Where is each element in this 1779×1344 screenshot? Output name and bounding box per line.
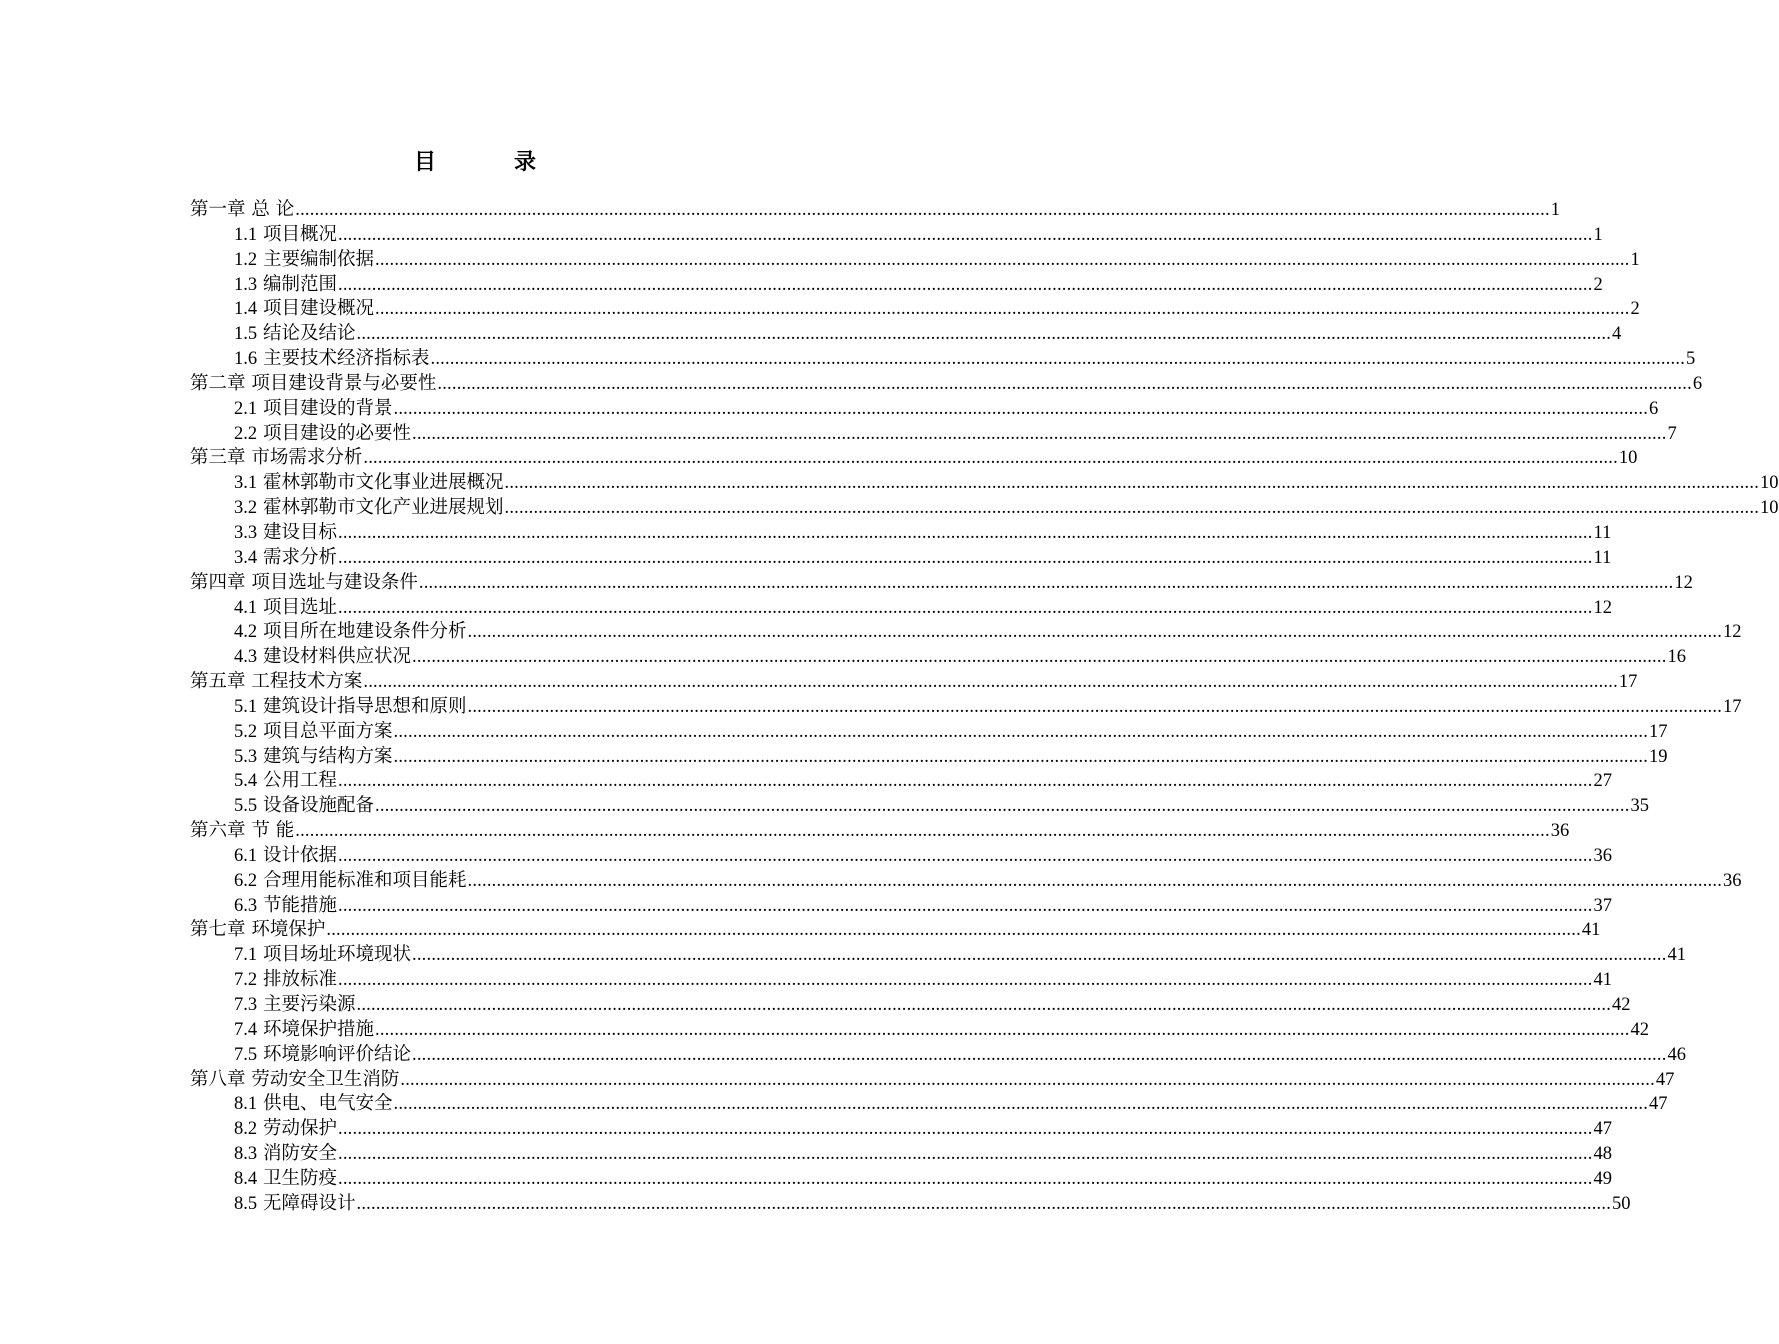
toc-section-entry[interactable]: [190, 347, 1696, 372]
toc-entry-label: [234, 273, 337, 298]
toc-chapter-entry[interactable]: [190, 372, 1703, 397]
toc-dot-leader: ....................................................................................................................................................................................................................................................................: [375, 249, 1630, 270]
toc-page-number: 6: [1649, 398, 1659, 419]
toc-entry-label: [234, 894, 337, 919]
toc-entry-label: [234, 1092, 393, 1117]
toc-entry-label: [234, 844, 337, 869]
toc-section-entry[interactable]: [190, 844, 1613, 869]
toc-section-entry[interactable]: [190, 794, 1650, 819]
toc-entry-number: 6.2: [234, 870, 258, 891]
toc-entry-text: 项目建设概况: [263, 298, 375, 320]
toc-entry-number: 4.2: [234, 622, 258, 643]
toc-entry-number: 1.2: [234, 249, 258, 270]
toc-page-number: 50: [1612, 1193, 1631, 1214]
toc-entry-label: [234, 297, 374, 322]
toc-page-number: 2: [1593, 274, 1603, 295]
toc-chapter-entry[interactable]: [190, 446, 1638, 471]
toc-entry-text: 主要技术经济指标表: [263, 348, 430, 370]
toc-entry-label: [234, 397, 393, 422]
toc-dot-leader: ....................................................................................................................................................................................................................................................................: [338, 1119, 1593, 1140]
toc-page-number: 41: [1581, 920, 1601, 941]
toc-entry-number: 6.3: [234, 895, 258, 916]
toc-entry-number: 8.1: [234, 1094, 258, 1115]
toc-section-entry[interactable]: [190, 596, 1613, 621]
toc-page-number: 12: [1593, 597, 1613, 618]
toc-entry-label: [234, 1043, 411, 1068]
toc-page-number: 7: [1667, 423, 1677, 444]
toc-entry-number: 2.2: [234, 423, 258, 444]
toc-dot-leader: ....................................................................................................................................................................................................................................................................: [467, 696, 1723, 717]
toc-page-number: 12: [1674, 572, 1693, 593]
toc-entry-label: [234, 1167, 337, 1192]
toc-section-entry[interactable]: [190, 471, 1779, 496]
toc-entry-number: 1.6: [234, 349, 258, 370]
toc-entry-label: [234, 521, 337, 546]
toc-entry-text: 项目总平面方案: [263, 720, 393, 742]
toc-entry-label: [234, 695, 467, 720]
toc-page-number: 47: [1593, 1119, 1613, 1140]
toc-dot-leader: ....................................................................................................................................................................................................................................................................: [467, 870, 1723, 891]
toc-dot-leader: ....................................................................................................................................................................................................................................................................: [295, 200, 1550, 220]
toc-chapter-entry[interactable]: [190, 819, 1570, 844]
toc-entry-text: 环境影响评价结论: [263, 1043, 412, 1065]
toc-page-number: 5: [1686, 349, 1696, 370]
toc-entry-number: 5.3: [234, 746, 258, 767]
toc-entry-label: [190, 670, 362, 695]
toc-entry-text: 建筑与结构方案: [263, 745, 393, 767]
toc-section-entry[interactable]: [190, 223, 1603, 248]
toc-entry-label: [234, 596, 337, 621]
toc-entry-label: [234, 745, 393, 770]
toc-page-number: 10: [1618, 448, 1638, 469]
toc-entry-number: 5.4: [234, 771, 258, 792]
toc-entry-text: 排放标准: [263, 969, 338, 991]
toc-section-entry[interactable]: [190, 745, 1668, 770]
toc-dot-leader: ....................................................................................................................................................................................................................................................................: [338, 1168, 1593, 1189]
toc-entry-label: [234, 794, 374, 819]
toc-section-entry[interactable]: [190, 1092, 1668, 1117]
toc-entry-label: [234, 645, 411, 670]
toc-entry-text: 主要污染源: [263, 994, 356, 1015]
toc-entry-text: 建设目标: [263, 521, 338, 543]
toc-entry-number: 4.3: [234, 647, 258, 668]
toc-dot-leader: ....................................................................................................................................................................................................................................................................: [412, 423, 1667, 444]
toc-section-entry[interactable]: [190, 1192, 1631, 1217]
toc-dot-leader: ....................................................................................................................................................................................................................................................................: [363, 672, 1618, 693]
toc-entry-label: [234, 869, 467, 894]
toc-section-entry[interactable]: [190, 422, 1677, 447]
toc-dot-leader: ....................................................................................................................................................................................................................................................................: [375, 299, 1630, 320]
toc-section-entry[interactable]: [190, 1043, 1687, 1068]
toc-section-entry[interactable]: [190, 322, 1622, 347]
toc-entry-text: 无障碍设计: [263, 1192, 356, 1214]
toc-page-number: 47: [1655, 1069, 1675, 1090]
toc-entry-number: 8.5: [234, 1193, 258, 1214]
toc-entry-text: 项目建设的背景: [263, 397, 393, 419]
toc-entry-text: 消防安全: [263, 1143, 338, 1165]
toc-entry-label: [234, 968, 337, 993]
toc-page-number: 49: [1593, 1168, 1613, 1189]
toc-entry-text: 编制范围: [263, 273, 338, 295]
toc-section-entry[interactable]: [190, 620, 1742, 645]
toc-entry-text: 项目概况: [263, 223, 338, 245]
toc-dot-leader: ....................................................................................................................................................................................................................................................................: [400, 1069, 1655, 1090]
toc-entry-text: 卫生防疫: [263, 1167, 338, 1189]
toc-entry-text: 节能措施: [263, 894, 338, 916]
toc-entry-number: 1.4: [234, 299, 258, 320]
toc-entry-text: 第八章 劳动安全卫生消防: [190, 1068, 400, 1090]
toc-page-number: 41: [1667, 945, 1687, 966]
toc-entry-label: [234, 471, 504, 496]
toc-entry-text: 项目场址环境现状: [263, 944, 412, 966]
toc-section-entry[interactable]: [190, 1018, 1650, 1043]
toc-entry-number: 2.1: [234, 398, 258, 419]
toc-entry-label: [234, 1192, 356, 1217]
toc-page-number: 36: [1723, 870, 1742, 891]
toc-entry-label: [190, 198, 294, 223]
toc-section-entry[interactable]: [190, 769, 1613, 794]
toc-entry-number: 6.1: [234, 845, 258, 866]
toc-dot-leader: ....................................................................................................................................................................................................................................................................: [338, 845, 1593, 866]
toc-dot-leader: ....................................................................................................................................................................................................................................................................: [437, 373, 1692, 394]
toc-page-number: 10: [1760, 473, 1779, 494]
toc-page-number: 16: [1667, 647, 1687, 668]
toc-entry-text: 主要编制依据: [263, 248, 375, 270]
toc-dot-leader: ....................................................................................................................................................................................................................................................................: [338, 224, 1593, 245]
toc-entry-number: 8.4: [234, 1168, 258, 1189]
toc-dot-leader: ....................................................................................................................................................................................................................................................................: [338, 771, 1593, 792]
toc-dot-leader: ....................................................................................................................................................................................................................................................................: [430, 349, 1686, 370]
toc-section-entry[interactable]: [190, 645, 1687, 670]
toc-dot-leader: ....................................................................................................................................................................................................................................................................: [393, 746, 1649, 767]
toc-page-number: 1: [1593, 224, 1603, 245]
toc-entry-number: 4.1: [234, 597, 258, 618]
toc-entry-number: 7.5: [234, 1044, 258, 1065]
toc-page-number: 27: [1593, 771, 1613, 792]
toc-dot-leader: ....................................................................................................................................................................................................................................................................: [338, 547, 1593, 568]
toc-entry-number: 1.5: [234, 324, 258, 345]
toc-dot-leader: ....................................................................................................................................................................................................................................................................: [356, 324, 1612, 345]
toc-section-entry[interactable]: [190, 521, 1612, 546]
toc-entry-label: [190, 571, 418, 596]
toc-entry-number: 5.2: [234, 721, 258, 742]
toc-section-entry[interactable]: [190, 894, 1613, 919]
toc-page-number: 19: [1649, 746, 1668, 767]
toc-entry-number: 3.2: [234, 498, 258, 519]
toc-page-number: 17: [1723, 696, 1742, 717]
toc-dot-leader: ....................................................................................................................................................................................................................................................................: [356, 1193, 1612, 1214]
toc-section-entry[interactable]: [190, 397, 1659, 422]
toc-entry-label: [234, 993, 356, 1018]
toc-entry-label: [234, 943, 411, 968]
toc-section-entry[interactable]: [190, 943, 1687, 968]
toc-section-entry[interactable]: [190, 496, 1779, 521]
toc-page-number: 17: [1649, 721, 1668, 742]
toc-entry-text: 结论及结论: [263, 323, 356, 345]
toc-page-number: 42: [1612, 995, 1631, 1015]
toc-section-entry[interactable]: [190, 248, 1640, 273]
toc-entry-number: 8.2: [234, 1119, 258, 1140]
toc-dot-leader: ....................................................................................................................................................................................................................................................................: [418, 572, 1674, 593]
toc-page-number: 11: [1593, 522, 1612, 543]
toc-entry-label: [234, 496, 504, 521]
toc-entry-label: [234, 769, 337, 794]
toc-entry-text: 项目所在地建设条件分析: [263, 621, 467, 643]
toc-entry-text: 供电、电气安全: [263, 1093, 393, 1115]
toc-section-entry[interactable]: [190, 720, 1668, 745]
toc-dot-leader: ....................................................................................................................................................................................................................................................................: [412, 647, 1667, 668]
toc-page-number: 48: [1593, 1144, 1613, 1165]
toc-page-number: 1: [1630, 249, 1640, 270]
toc-dot-leader: ....................................................................................................................................................................................................................................................................: [375, 796, 1630, 817]
toc-entry-number: 7.4: [234, 1019, 258, 1040]
toc-section-entry[interactable]: [190, 1167, 1613, 1192]
toc-entry-text: 设备设施配备: [263, 795, 375, 817]
toc-dot-leader: ....................................................................................................................................................................................................................................................................: [356, 995, 1612, 1015]
toc-title: 目 录: [413, 150, 564, 175]
toc-dot-leader: ....................................................................................................................................................................................................................................................................: [393, 721, 1649, 742]
toc-entry-text: 第五章 工程技术方案: [190, 671, 363, 693]
toc-entry-number: 3.1: [234, 473, 258, 494]
toc-page-number: 37: [1593, 895, 1613, 916]
toc-entry-text: 第七章 环境保护: [190, 919, 326, 941]
toc-section-entry[interactable]: [190, 869, 1742, 894]
toc-entry-number: 8.3: [234, 1144, 258, 1165]
toc-section-entry[interactable]: [190, 1142, 1613, 1167]
toc-page-number: 12: [1723, 622, 1742, 643]
toc-entry-text: 合理用能标准和项目能耗: [263, 869, 467, 891]
toc-dot-leader: ....................................................................................................................................................................................................................................................................: [412, 1044, 1667, 1065]
toc-dot-leader: ....................................................................................................................................................................................................................................................................: [393, 398, 1649, 419]
toc-section-entry[interactable]: [190, 546, 1612, 571]
toc-entry-number: 5.5: [234, 796, 258, 817]
toc-section-entry[interactable]: [190, 695, 1742, 720]
toc-page-number: 10: [1760, 498, 1779, 519]
toc-dot-leader: ....................................................................................................................................................................................................................................................................: [504, 473, 1760, 494]
toc-dot-leader: ....................................................................................................................................................................................................................................................................: [504, 498, 1760, 519]
toc-entry-label: [234, 322, 356, 347]
toc-dot-leader: ....................................................................................................................................................................................................................................................................: [338, 597, 1593, 618]
toc-chapter-entry[interactable]: [190, 670, 1638, 695]
toc-section-entry[interactable]: [190, 297, 1640, 322]
toc-entry-label: [190, 446, 362, 471]
toc-section-entry[interactable]: [190, 993, 1631, 1018]
toc-page-number: 36: [1593, 845, 1613, 866]
toc-entry-text: 第一章 总 论: [190, 199, 295, 220]
toc-entry-label: [190, 819, 294, 844]
toc-list: [190, 198, 1779, 1217]
toc-section-entry[interactable]: [190, 273, 1603, 298]
toc-dot-leader: ....................................................................................................................................................................................................................................................................: [326, 920, 1581, 941]
toc-page-number: 42: [1630, 1019, 1650, 1040]
toc-entry-label: [234, 223, 337, 248]
toc-page-number: 11: [1593, 547, 1612, 568]
toc-entry-label: [190, 918, 325, 943]
toc-chapter-entry[interactable]: [190, 1068, 1675, 1093]
toc-entry-label: [234, 1018, 374, 1043]
toc-dot-leader: ....................................................................................................................................................................................................................................................................: [338, 522, 1593, 543]
toc-entry-number: 1.3: [234, 274, 258, 295]
toc-entry-label: [234, 1142, 337, 1167]
toc-entry-label: [234, 720, 393, 745]
toc-section-entry[interactable]: [190, 1117, 1613, 1142]
toc-entry-label: [234, 422, 411, 447]
toc-page-number: 6: [1692, 373, 1703, 394]
toc-dot-leader: ....................................................................................................................................................................................................................................................................: [375, 1019, 1630, 1040]
toc-dot-leader: ....................................................................................................................................................................................................................................................................: [295, 821, 1550, 842]
toc-entry-label: [190, 372, 436, 397]
toc-entry-text: 第四章 项目选址与建设条件: [190, 571, 418, 593]
toc-page-number: 4: [1612, 324, 1622, 345]
toc-entry-number: 7.2: [234, 970, 258, 991]
toc-chapter-entry[interactable]: [190, 571, 1693, 596]
toc-page-number: 36: [1550, 821, 1570, 842]
toc-dot-leader: ....................................................................................................................................................................................................................................................................: [467, 622, 1723, 643]
toc-entry-label: [234, 1117, 337, 1142]
toc-dot-leader: ....................................................................................................................................................................................................................................................................: [338, 895, 1593, 916]
toc-entry-number: 1.1: [234, 224, 258, 245]
toc-entry-label: [234, 248, 374, 273]
toc-entry-label: [234, 347, 430, 372]
toc-dot-leader: ....................................................................................................................................................................................................................................................................: [338, 970, 1593, 991]
toc-dot-leader: ....................................................................................................................................................................................................................................................................: [363, 448, 1618, 469]
toc-page-number: 17: [1618, 672, 1638, 693]
toc-page-number: 46: [1667, 1044, 1687, 1065]
toc-entry-label: [234, 546, 337, 571]
toc-entry-text: 第六章 节 能: [190, 820, 295, 842]
toc-entry-text: 设计依据: [263, 844, 338, 866]
toc-entry-text: 劳动保护: [263, 1118, 338, 1140]
toc-chapter-entry[interactable]: [190, 198, 1561, 223]
toc-entry-text: 项目建设的必要性: [263, 422, 412, 444]
toc-entry-number: 3.3: [234, 522, 258, 543]
toc-entry-number: 7.1: [234, 945, 258, 966]
toc-page-number: 47: [1649, 1094, 1668, 1115]
toc-entry-label: [234, 620, 467, 645]
toc-section-entry[interactable]: [190, 968, 1613, 993]
toc-page-number: 2: [1630, 299, 1640, 320]
toc-entry-text: 建筑设计指导思想和原则: [263, 695, 467, 717]
toc-entry-text: 霍林郭勒市文化事业进展概况: [263, 472, 504, 494]
toc-dot-leader: ....................................................................................................................................................................................................................................................................: [338, 1144, 1593, 1165]
toc-entry-text: 第三章 市场需求分析: [190, 447, 363, 469]
toc-entry-text: 建设材料供应状况: [263, 646, 412, 668]
toc-page-number: 35: [1630, 796, 1650, 817]
toc-page-number: 1: [1550, 200, 1561, 220]
toc-entry-text: 公用工程: [263, 770, 338, 792]
toc-entry-text: 霍林郭勒市文化产业进展规划: [263, 497, 504, 519]
toc-page-number: 41: [1593, 970, 1613, 991]
toc-entry-text: 项目选址: [263, 596, 338, 618]
toc-entry-number: 3.4: [234, 547, 258, 568]
toc-chapter-entry[interactable]: [190, 918, 1601, 943]
toc-entry-label: [190, 1068, 399, 1093]
toc-dot-leader: ....................................................................................................................................................................................................................................................................: [412, 945, 1667, 966]
toc-dot-leader: ....................................................................................................................................................................................................................................................................: [338, 274, 1593, 295]
toc-entry-text: 需求分析: [263, 546, 338, 568]
toc-entry-text: 环境保护措施: [263, 1018, 375, 1040]
toc-dot-leader: ....................................................................................................................................................................................................................................................................: [393, 1094, 1649, 1115]
toc-entry-number: 7.3: [234, 995, 258, 1015]
toc-entry-number: 5.1: [234, 696, 258, 717]
toc-entry-text: 第二章 项目建设背景与必要性: [190, 372, 437, 394]
